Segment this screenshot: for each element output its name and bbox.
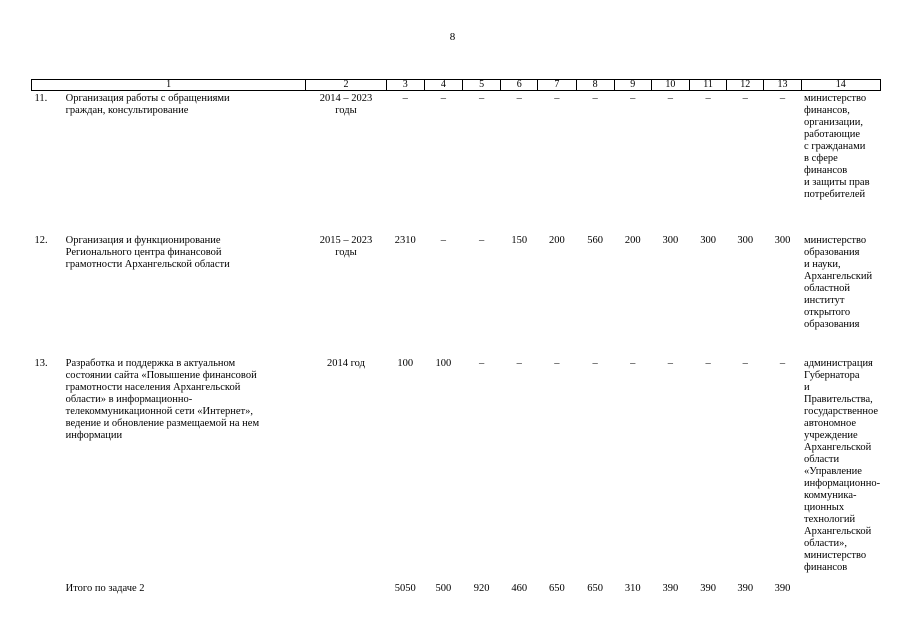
row-number: 13. <box>34 358 48 369</box>
header-cell-1: 1 <box>32 80 306 91</box>
value-cell: 300 <box>700 235 716 246</box>
text-line: 2014 год <box>326 358 365 369</box>
value-cell: – <box>440 235 447 246</box>
text-line: коммуника- <box>804 490 857 501</box>
header-cell-10: 10 <box>651 80 689 91</box>
total-value-cell: 390 <box>662 583 679 594</box>
period <box>306 91 386 234</box>
value-cell: – <box>592 93 598 104</box>
activity-name <box>61 233 306 356</box>
text-line: и Правительства, <box>804 382 873 405</box>
table-row <box>32 233 881 356</box>
header-cell-2: 2 <box>306 80 386 91</box>
text-line: состоянии сайта «Повышение финансовой <box>65 370 257 381</box>
empty-cell <box>32 583 61 597</box>
text-line: потребителей <box>804 189 866 200</box>
text-line: технологий <box>804 514 856 525</box>
header-cell-4: 4 <box>424 80 462 91</box>
text-line: грамотности Архангельской области <box>65 259 230 270</box>
text-line: государственное <box>804 406 879 417</box>
value-cell: – <box>478 358 485 369</box>
header-cell-7: 7 <box>538 80 576 91</box>
executor <box>801 91 880 234</box>
text-line: министерство <box>804 235 867 246</box>
table-row <box>32 91 881 234</box>
value-cell: 200 <box>549 235 565 246</box>
text-line: области <box>804 454 840 465</box>
text-line: автономное <box>804 418 857 429</box>
value-cell: – <box>779 358 786 369</box>
value-cell: – <box>478 235 485 246</box>
total-value-cell: 390 <box>737 583 754 594</box>
value-cell: – <box>705 358 711 369</box>
value-cell: 560 <box>587 235 603 246</box>
total-value-cell: 390 <box>700 583 716 594</box>
total-value-cell: 650 <box>587 583 603 594</box>
text-line: и защиты прав <box>804 177 870 188</box>
text-line: Архангельский <box>804 271 873 282</box>
text-line: институт <box>804 295 845 306</box>
value-cell: 300 <box>662 235 679 246</box>
text-line: организации, <box>804 117 864 128</box>
value-cell: – <box>630 93 636 104</box>
executor <box>801 233 880 356</box>
text-line: образования <box>804 319 860 330</box>
empty-cell <box>801 583 880 597</box>
header-cell-6: 6 <box>501 80 538 91</box>
total-label: Итого по задаче 2 <box>65 583 145 594</box>
text-line: с гражданами <box>804 141 866 152</box>
text-line: информации <box>65 430 123 441</box>
value-cell: 2310 <box>394 235 416 246</box>
total-value-cell: 650 <box>549 583 565 594</box>
value-cell: – <box>554 93 560 104</box>
table-header-row <box>32 80 881 91</box>
text-line: открытого <box>804 307 851 318</box>
text-line: грамотности населения Архангельской <box>65 382 241 393</box>
program-table <box>31 79 881 597</box>
text-line: ведение и обновление размещаемой на нем <box>65 418 260 429</box>
total-value-cell: 5050 <box>394 583 416 594</box>
period <box>306 233 386 356</box>
table-row <box>32 356 881 583</box>
value-cell: 150 <box>511 235 528 246</box>
text-line: Губернатора <box>804 370 860 381</box>
total-value-cell: 390 <box>774 583 791 594</box>
text-line: учреждение <box>804 430 858 441</box>
value-cell: 300 <box>737 235 754 246</box>
text-line: Регионального центра финансовой <box>65 247 222 258</box>
header-cell-5: 5 <box>462 80 500 91</box>
text-line: Архангельской <box>804 442 872 453</box>
text-line: администрация <box>804 358 873 369</box>
value-cell: – <box>705 93 711 104</box>
text-line: министерство <box>804 93 867 104</box>
total-value-cell: 920 <box>473 583 490 594</box>
text-line: Организация и функционирование <box>65 235 221 246</box>
value-cell: 200 <box>624 235 641 246</box>
text-line: годы <box>335 247 357 258</box>
value-cell: – <box>554 358 560 369</box>
executor <box>801 356 880 583</box>
text-line: Разработка и поддержка в актуальном <box>65 358 236 369</box>
text-line: министерство <box>804 550 867 561</box>
text-line: информационно- <box>804 478 881 489</box>
header-cell-8: 8 <box>576 80 614 91</box>
text-line: областной <box>804 283 850 294</box>
text-line: телекоммуникационной сети «Интернет», <box>65 406 253 417</box>
empty-cell <box>306 583 386 597</box>
value-cell: – <box>516 358 522 369</box>
value-cell: – <box>779 93 786 104</box>
value-cell: – <box>742 358 748 369</box>
value-cell: 100 <box>435 358 452 369</box>
header-cell-14: 14 <box>801 80 880 91</box>
total-value-cell: 500 <box>435 583 452 594</box>
text-line: финансов <box>804 562 848 573</box>
header-cell-9: 9 <box>614 80 651 91</box>
text-line: в сфере <box>804 153 838 164</box>
text-line: ционных <box>804 502 845 513</box>
text-line: финансов, <box>804 105 850 116</box>
value-cell: – <box>402 93 408 104</box>
value-cell: – <box>478 93 485 104</box>
text-line: области», <box>804 538 848 549</box>
activity-name <box>61 356 306 583</box>
text-line: граждан, консультирование <box>65 105 189 116</box>
value-cell: 100 <box>397 358 414 369</box>
value-cell: 300 <box>774 235 791 246</box>
text-line: финансов <box>804 165 848 176</box>
text-line: годы <box>335 105 357 116</box>
text-line: работающие <box>804 129 860 140</box>
total-value-cell: 460 <box>511 583 528 594</box>
value-cell: – <box>592 358 598 369</box>
text-line: 2014 – 2023 <box>319 93 373 104</box>
value-cell: – <box>630 358 636 369</box>
value-cell: – <box>742 93 748 104</box>
header-cell-3: 3 <box>386 80 424 91</box>
text-line: Архангельской <box>804 526 872 537</box>
value-cell: – <box>516 93 522 104</box>
text-line: области» в информационно- <box>65 394 193 405</box>
header-cell-13: 13 <box>764 80 801 91</box>
header-cell-12: 12 <box>727 80 764 91</box>
row-number: 12. <box>34 235 48 246</box>
value-cell: – <box>667 358 674 369</box>
total-row <box>32 583 881 597</box>
text-line: образования <box>804 247 860 258</box>
text-line: Организация работы с обращениями <box>65 93 230 104</box>
text-line: «Управление <box>804 466 862 477</box>
page-number: 8 <box>449 31 456 43</box>
text-line: и науки, <box>804 259 841 270</box>
row-number: 11. <box>34 93 48 104</box>
period <box>306 356 386 583</box>
value-cell: – <box>440 93 447 104</box>
total-value-cell: 310 <box>624 583 641 594</box>
value-cell: – <box>667 93 674 104</box>
header-cell-11: 11 <box>690 80 727 91</box>
activity-name <box>61 91 306 234</box>
text-line: 2015 – 2023 <box>319 235 373 246</box>
